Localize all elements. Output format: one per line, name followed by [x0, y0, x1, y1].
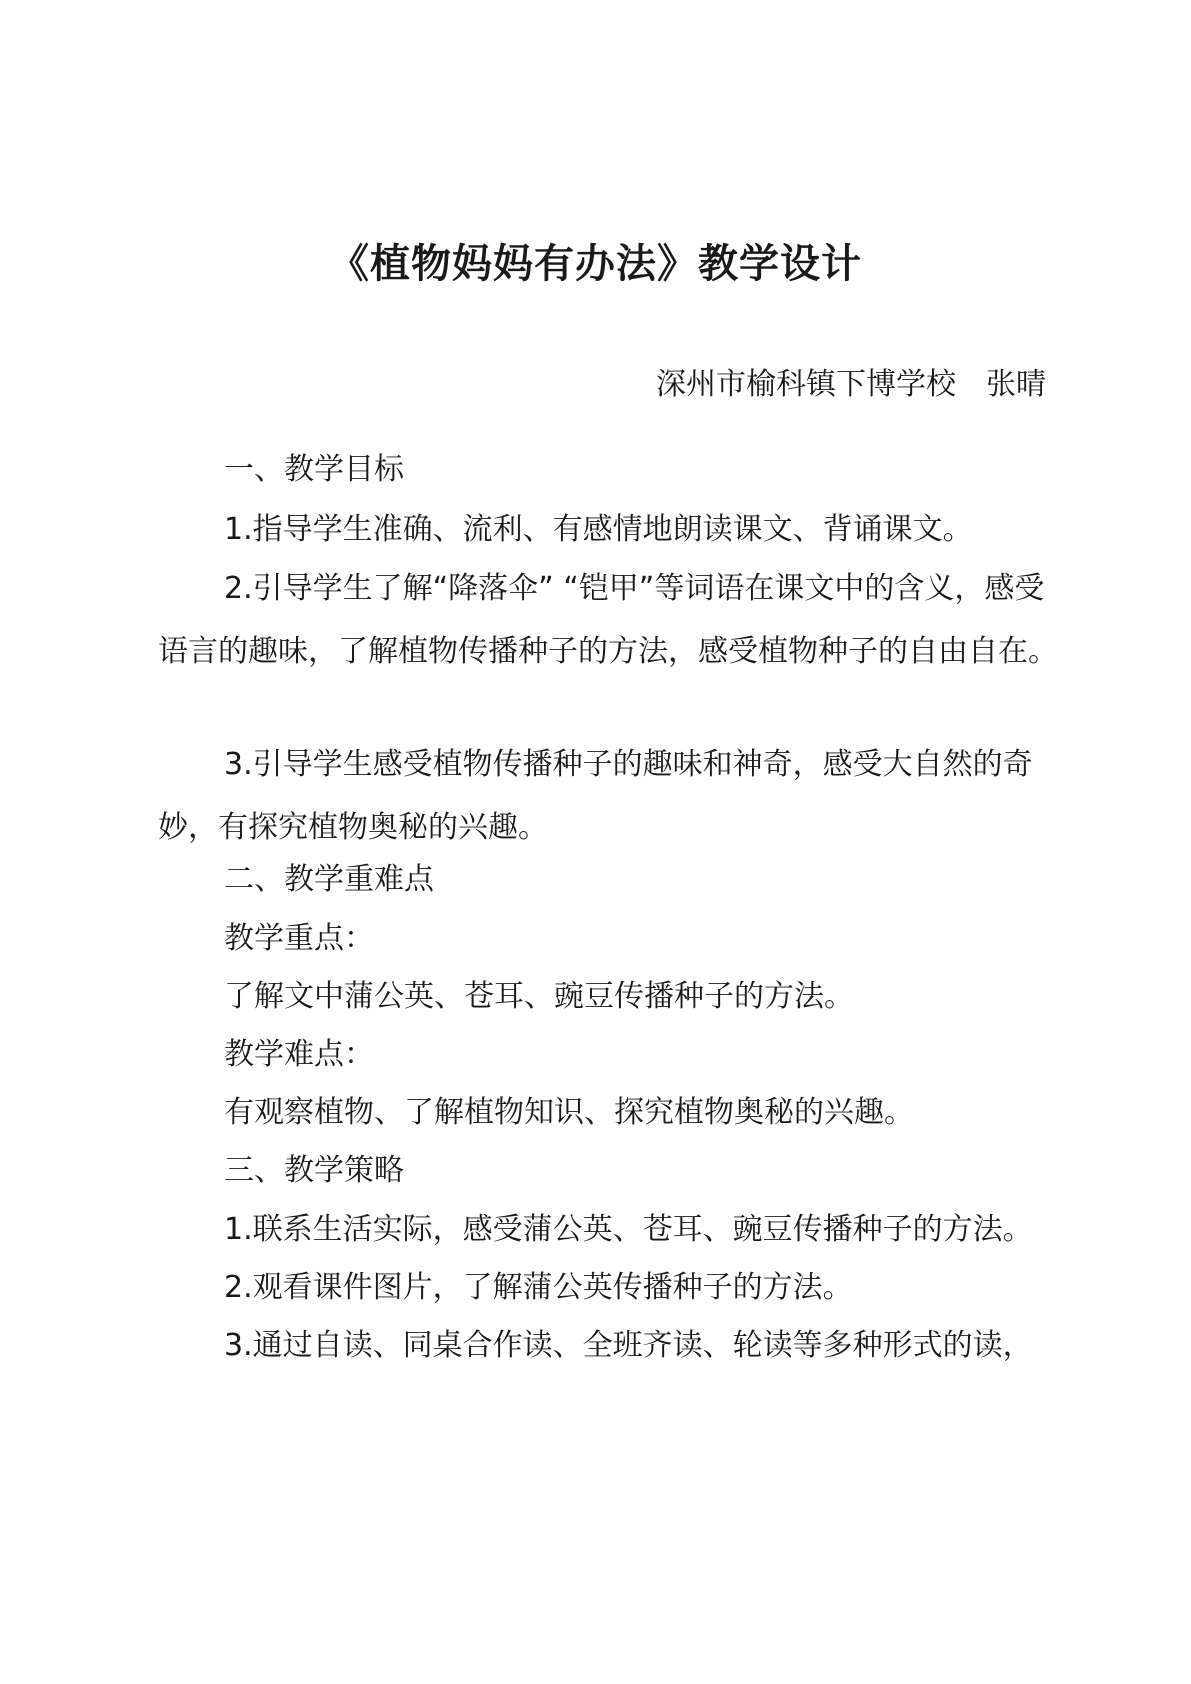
key-point-text: 了解文中蒲公英、苍耳、豌豆传播种子的方法。 [224, 979, 854, 1014]
author-name: 张晴 [986, 367, 1046, 402]
difficult-point-text: 有观察植物、了解植物知识、探究植物奥秘的兴趣。 [224, 1095, 914, 1130]
objective-1: 1.指导学生准确、流利、有感情地朗读课文、背诵课文。 [224, 512, 973, 547]
section-heading-objectives: 一、教学目标 [224, 452, 404, 487]
section-heading-key-difficult: 二、教学重难点 [224, 862, 434, 897]
document-title: 《植物妈妈有办法》教学设计 [329, 241, 862, 287]
author-school: 深州市榆科镇下博学校 [656, 367, 956, 402]
objective-3: 3.引导学生感受植物传播种子的趣味和神奇，感受大自然的奇妙，有探究植物奥秘的兴趣。 [158, 747, 1033, 845]
section-heading-strategy: 三、教学策略 [224, 1153, 404, 1188]
strategy-2: 2.观看课件图片，了解蒲公英传播种子的方法。 [224, 1270, 853, 1305]
strategy-1: 1.联系生活实际，感受蒲公英、苍耳、豌豆传播种子的方法。 [224, 1212, 1033, 1247]
strategy-3: 3.通过自读、同桌合作读、全班齐读、轮读等多种形式的读， [224, 1328, 1033, 1363]
difficult-point-label: 教学难点： [224, 1037, 374, 1072]
key-point-label: 教学重点： [224, 921, 374, 956]
objective-2: 2.引导学生了解“降落伞” “铠甲”等词语在课文中的含义，感受语言的趣味，了解植物传播种子的方法，感受植物种子的自由自在。 [158, 571, 1058, 669]
author-line [656, 359, 1046, 403]
